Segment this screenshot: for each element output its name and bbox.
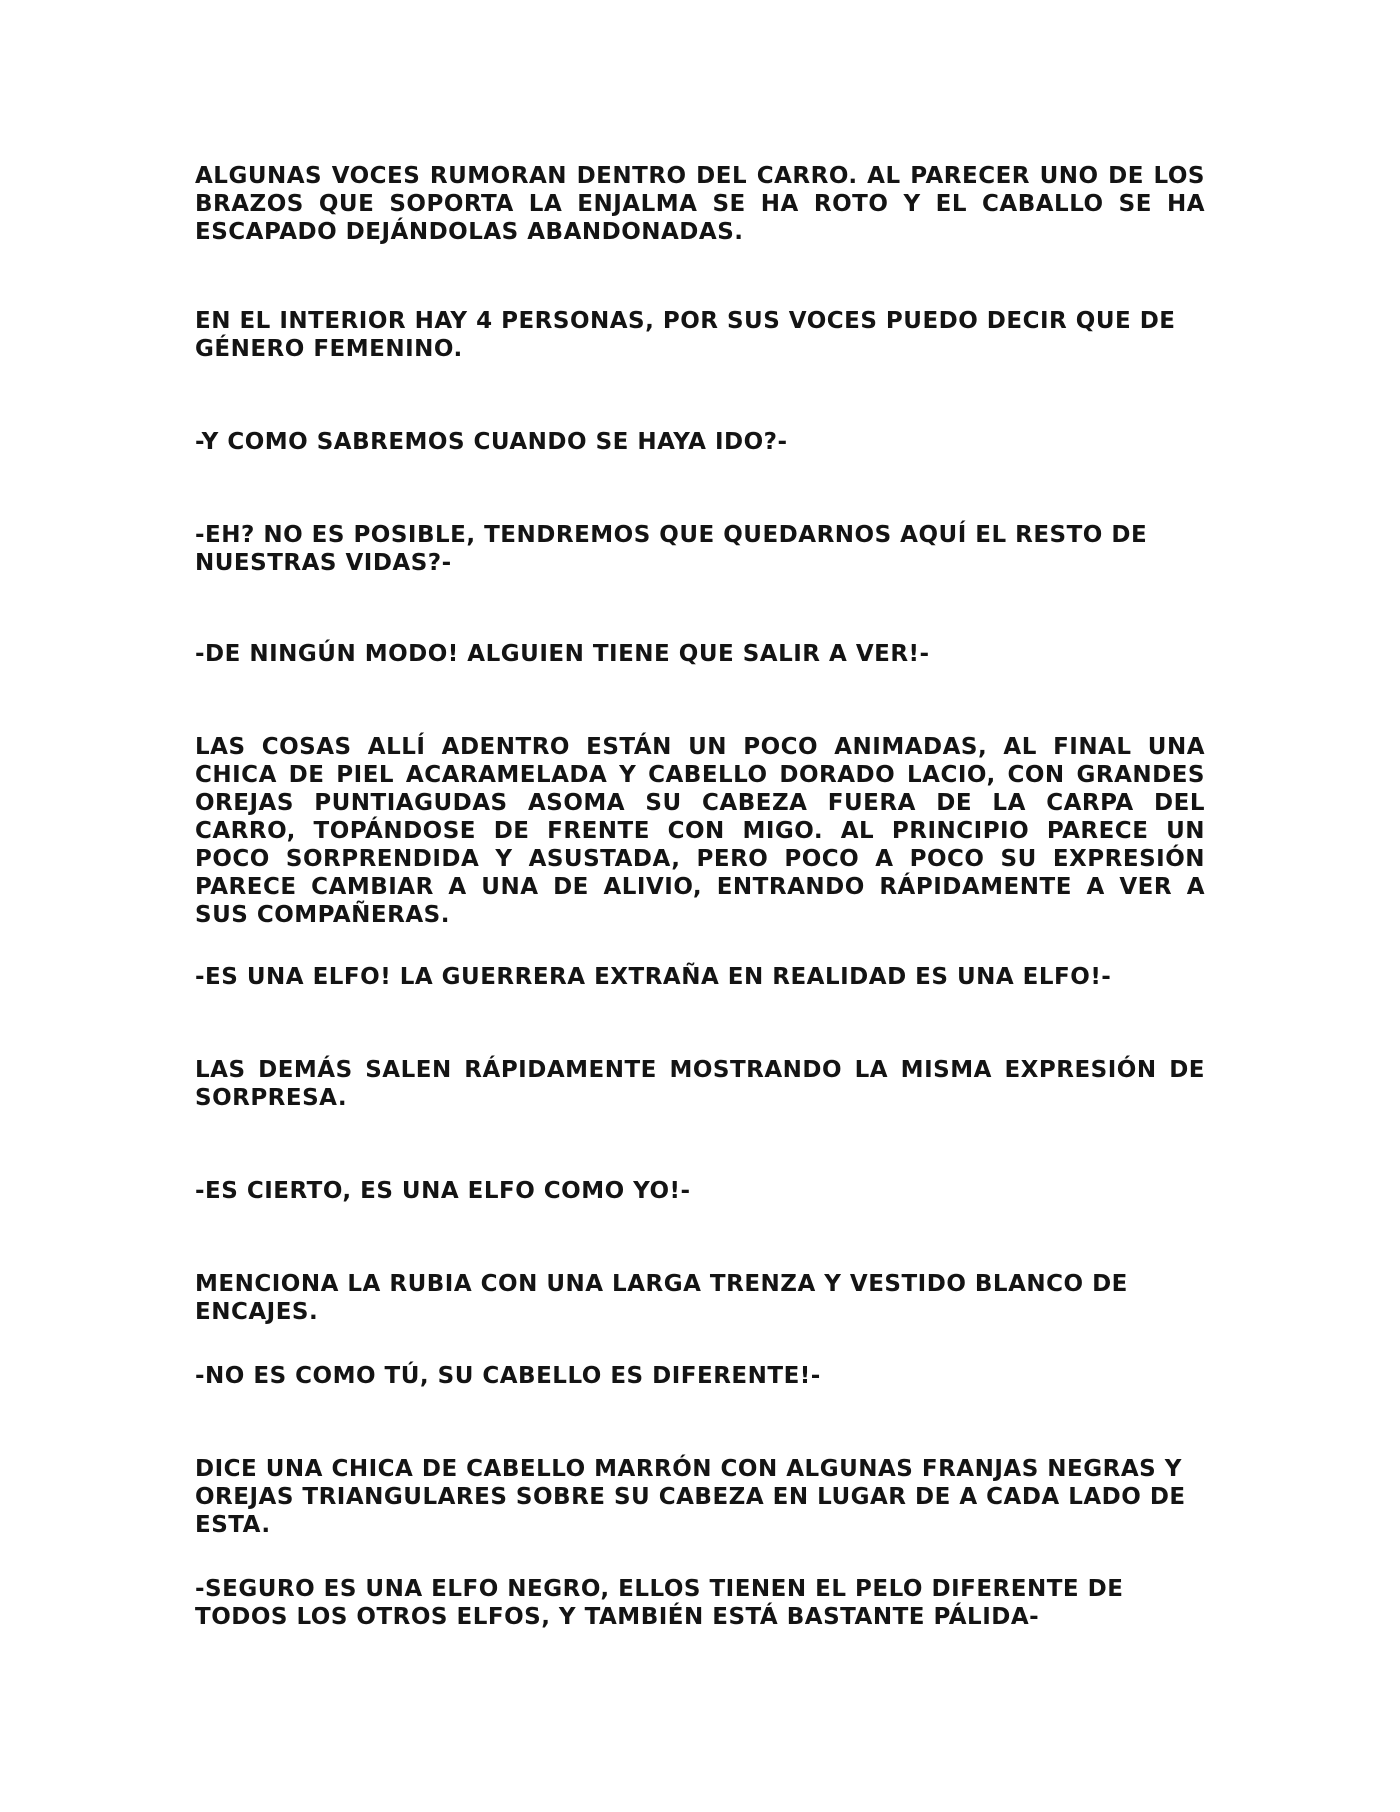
paragraph-6: LAS COSAS ALLÍ ADENTRO ESTÁN UN POCO ANIMADAS, AL FINAL UNA CHICA DE PIEL ACARAMELADA Y CABELLO DORADO LACIO, CON GRANDES OREJAS PUNTIAGUDAS ASOMA SU CABEZA FUERA DE LA CARPA DEL CARRO, TOPÁNDOSE DE FRENTE CON MIGO. AL PRINCIPIO PARECE UN POCO SORPRENDIDA Y ASUSTADA, PERO POCO A POCO SU EXPRESIÓN PARECE CAMBIAR A UNA DE ALIVIO, ENTRANDO RÁPIDAMENTE A VER A SUS COMPAÑERAS. [195,734,1205,928]
paragraph-12: DICE UNA CHICA DE CABELLO MARRÓN CON ALGUNAS FRANJAS NEGRAS Y OREJAS TRIANGULARES SOBRE SU CABEZA EN LUGAR DE A CADA LADO DE ESTA. [195,1456,1186,1538]
paragraph-11: -NO ES COMO TÚ, SU CABELLO ES DIFERENTE!- [195,1363,821,1389]
paragraph-3: -Y COMO SABREMOS CUANDO SE HAYA IDO?- [195,429,788,455]
paragraph-13: -SEGURO ES UNA ELFO NEGRO, ELLOS TIENEN EL PELO DIFERENTE DE TODOS LOS OTROS ELFOS, Y TAMBIÉN ESTÁ BASTANTE PÁLIDA- [195,1576,1124,1630]
paragraph-8: LAS DEMÁS SALEN RÁPIDAMENTE MOSTRANDO LA MISMA EXPRESIÓN DE SORPRESA. [195,1057,1205,1111]
paragraph-5: -DE NINGÚN MODO! ALGUIEN TIENE QUE SALIR A VER!- [195,641,930,667]
paragraph-2: EN EL INTERIOR HAY 4 PERSONAS, POR SUS VOCES PUEDO DECIR QUE DE GÉNERO FEMENINO. [195,308,1176,362]
paragraph-9: -ES CIERTO, ES UNA ELFO COMO YO!- [195,1178,691,1204]
paragraph-10: MENCIONA LA RUBIA CON UNA LARGA TRENZA Y VESTIDO BLANCO DE ENCAJES. [195,1271,1128,1325]
paragraph-1: ALGUNAS VOCES RUMORAN DENTRO DEL CARRO. AL PARECER UNO DE LOS BRAZOS QUE SOPORTA LA ENJALMA SE HA ROTO Y EL CABALLO SE HA ESCAPADO DEJÁNDOLAS ABANDONADAS. [195,163,1205,245]
paragraph-4: -EH? NO ES POSIBLE, TENDREMOS QUE QUEDARNOS AQUÍ EL RESTO DE NUESTRAS VIDAS?- [195,522,1148,576]
paragraph-7: -ES UNA ELFO! LA GUERRERA EXTRAÑA EN REALIDAD ES UNA ELFO!- [195,964,1112,990]
